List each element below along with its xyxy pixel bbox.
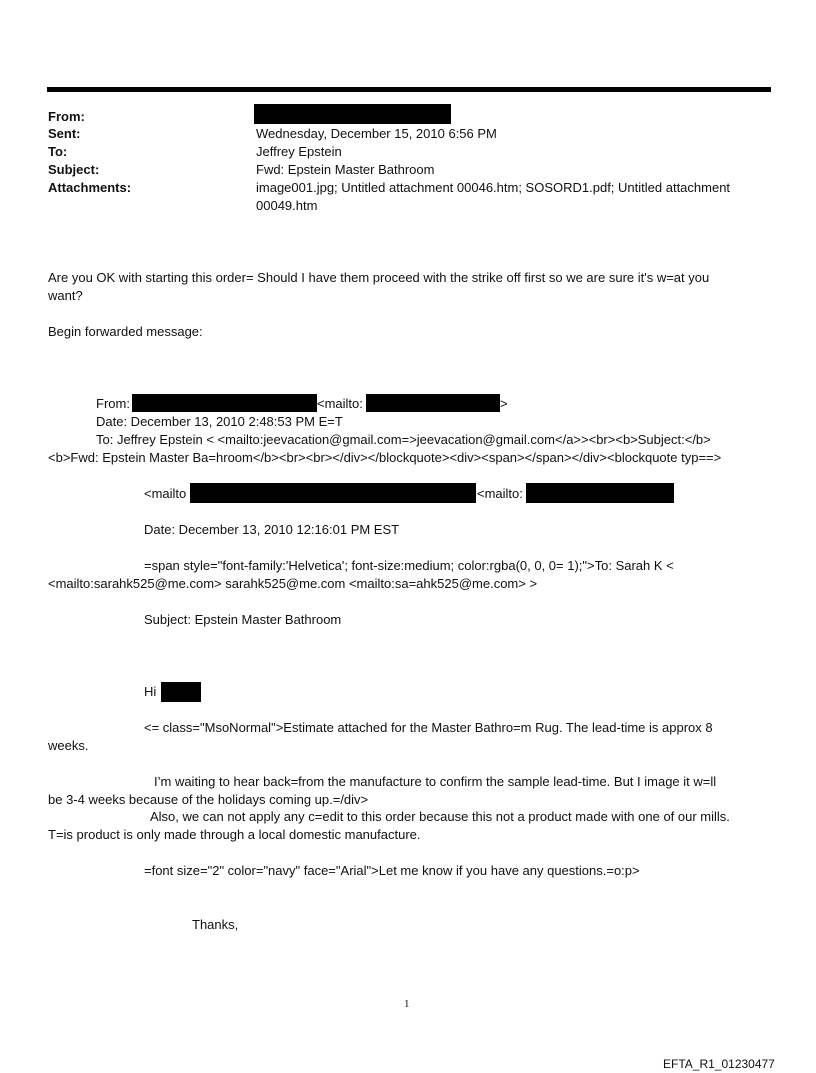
question-line1: Are you OK with starting this order= Should I have them proceed with the strike off first so we are sure it's w=at you [48,270,710,285]
fwd-date: Date: December 13, 2010 2:48:53 PM E=T [96,414,343,429]
also-line1: Also, we can not apply any c=edit to this order because this not a product made with one of our mills. [150,809,730,824]
inner-mailto1: <mailto [144,486,187,501]
attachments-value-line1: image001.jpg; Untitled attachment 00046.htm; SOSORD1.pdf; Untitled attachment [256,180,731,195]
also-line2: T=is product is only made through a local domestic manufacture. [48,827,421,842]
estimate-line2: weeks. [48,738,89,753]
estimate-line1: <= class="MsoNormal">Estimate attached for the Master Bathro=m Rug. The lead-time is approx 8 [144,720,713,735]
attachments-label: Attachments: [48,180,132,195]
greeting-hi: Hi [144,684,157,699]
subject-value: Fwd: Epstein Master Bathroom [256,162,435,177]
sent-value: Wednesday, December 15, 2010 6:56 PM [256,126,497,141]
page-number: 1 [404,998,410,1010]
thanks: Thanks, [192,917,239,932]
inner-date: Date: December 13, 2010 12:16:01 PM EST [144,522,400,537]
subject-label: Subject: [48,162,100,177]
redacted-fwd-sender [132,394,317,412]
from-label: From: [48,109,85,124]
redacted-sender [254,104,451,124]
inner-mailto2: <mailto: [477,486,523,501]
redacted-inner-email [526,483,674,503]
waiting-line1: I’m waiting to hear back=from the manufacture to confirm the sample lead-time. But I image it w=ll [154,774,717,789]
inner-subject: Subject: Epstein Master Bathroom [144,612,342,627]
header-rule [47,87,771,92]
attachments-value-line2: 00049.htm [256,198,318,213]
document-id: EFTA_R1_01230477 [663,1057,775,1071]
begin-forwarded: Begin forwarded message: [48,324,203,339]
fwd-to-line: To: Jeffrey Epstein < <mailto:jeevacation@gmail.com=>jeevacation@gmail.com</a>><br><b>Subject:</b> [96,432,711,447]
font-line: =font size="2" color="navy" face="Arial">Let me know if you have any questions.=o:p> [144,863,640,878]
question-line2: want? [48,288,83,303]
waiting-line2: be 3-4 weeks because of the holidays coming up.=/div> [48,792,369,807]
span-line1: =span style="font-family:'Helvetica'; font-size:medium; color:rgba(0, 0, 0= 1);">To: Sarah K < [144,558,674,573]
to-value: Jeffrey Epstein [256,144,342,159]
span-line2: <mailto:sarahk525@me.com> sarahk525@me.com <mailto:sa=ahk525@me.com> > [48,576,538,591]
fwd-from-label: From: [96,396,130,411]
redacted-fwd-email [366,394,500,412]
sent-label: Sent: [48,126,81,141]
redacted-recipient-name [161,682,201,702]
fwd-html-line: <b>Fwd: Epstein Master Ba=hroom</b><br><br></div></blockquote><div><span></span></div><blockquote typ==> [48,450,722,465]
to-label: To: [48,144,68,159]
fwd-from-mailto: <mailto: [317,396,363,411]
redacted-inner-sender [190,483,476,503]
fwd-from-close: > [500,396,508,411]
